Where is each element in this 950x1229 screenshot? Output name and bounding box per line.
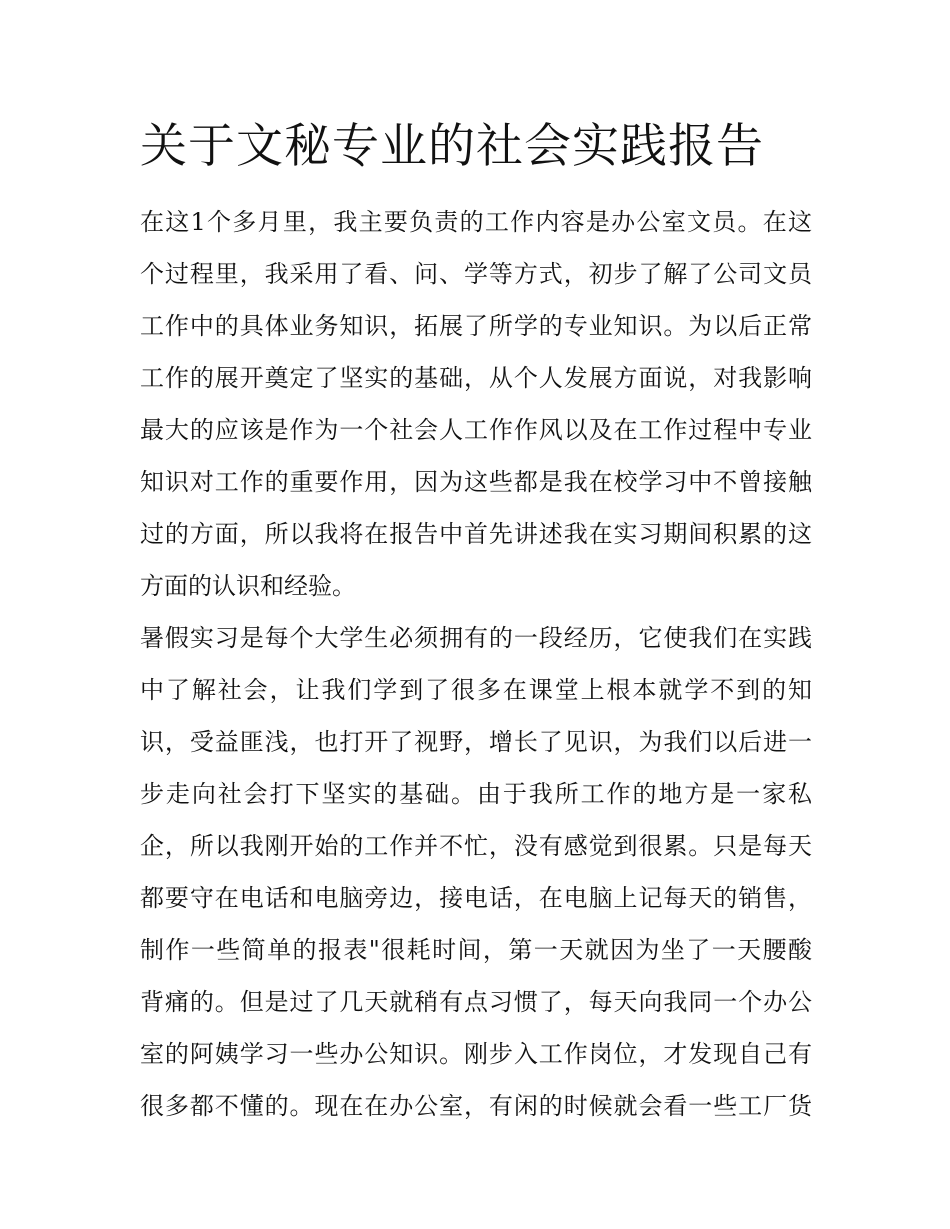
paragraph-line: 在这1个多月里，我主要负责的工作内容是办公室文员。在这 bbox=[140, 208, 812, 236]
paragraph-line: 工作的展开奠定了坚实的基础，从个人发展方面说，对我影响 bbox=[140, 364, 812, 392]
paragraph-line: 都要守在电话和电脑旁边，接电话，在电脑上记每天的销售， bbox=[140, 884, 812, 912]
paragraph-line: 方面的认识和经验。 bbox=[140, 572, 356, 600]
document-page bbox=[140, 112, 812, 1132]
document-title: 关于文秘专业的社会实践报告 bbox=[140, 119, 764, 174]
paragraph-line: 步走向社会打下坚实的基础。由于我所工作的地方是一家私 bbox=[140, 780, 812, 808]
paragraph-2 bbox=[140, 612, 812, 1132]
document-body bbox=[140, 196, 812, 1132]
paragraph-line: 室的阿姨学习一些办公知识。刚步入工作岗位，才发现自己有 bbox=[140, 1040, 812, 1068]
paragraph-line: 背痛的。但是过了几天就稍有点习惯了，每天向我同一个办公 bbox=[140, 988, 812, 1016]
paragraph-line: 最大的应该是作为一个社会人工作作风以及在工作过程中专业 bbox=[140, 416, 812, 444]
paragraph-line: 中了解社会，让我们学到了很多在课堂上根本就学不到的知 bbox=[140, 676, 812, 704]
paragraph-line: 暑假实习是每个大学生必须拥有的一段经历，它使我们在实践 bbox=[140, 624, 812, 652]
paragraph-1 bbox=[140, 196, 812, 612]
paragraph-line: 识，受益匪浅，也打开了视野，增长了见识，为我们以后进一 bbox=[140, 728, 812, 756]
paragraph-line: 制作一些简单的报表"很耗时间，第一天就因为坐了一天腰酸 bbox=[140, 936, 812, 964]
paragraph-line: 过的方面，所以我将在报告中首先讲述我在实习期间积累的这 bbox=[140, 520, 812, 548]
paragraph-line: 工作中的具体业务知识，拓展了所学的专业知识。为以后正常 bbox=[140, 312, 812, 340]
paragraph-line: 知识对工作的重要作用，因为这些都是我在校学习中不曾接触 bbox=[140, 468, 812, 496]
paragraph-line: 个过程里，我采用了看、问、学等方式，初步了解了公司文员 bbox=[140, 260, 812, 288]
paragraph-line: 企，所以我刚开始的工作并不忙，没有感觉到很累。只是每天 bbox=[140, 832, 812, 860]
paragraph-line: 很多都不懂的。现在在办公室，有闲的时候就会看一些工厂货 bbox=[140, 1092, 812, 1120]
